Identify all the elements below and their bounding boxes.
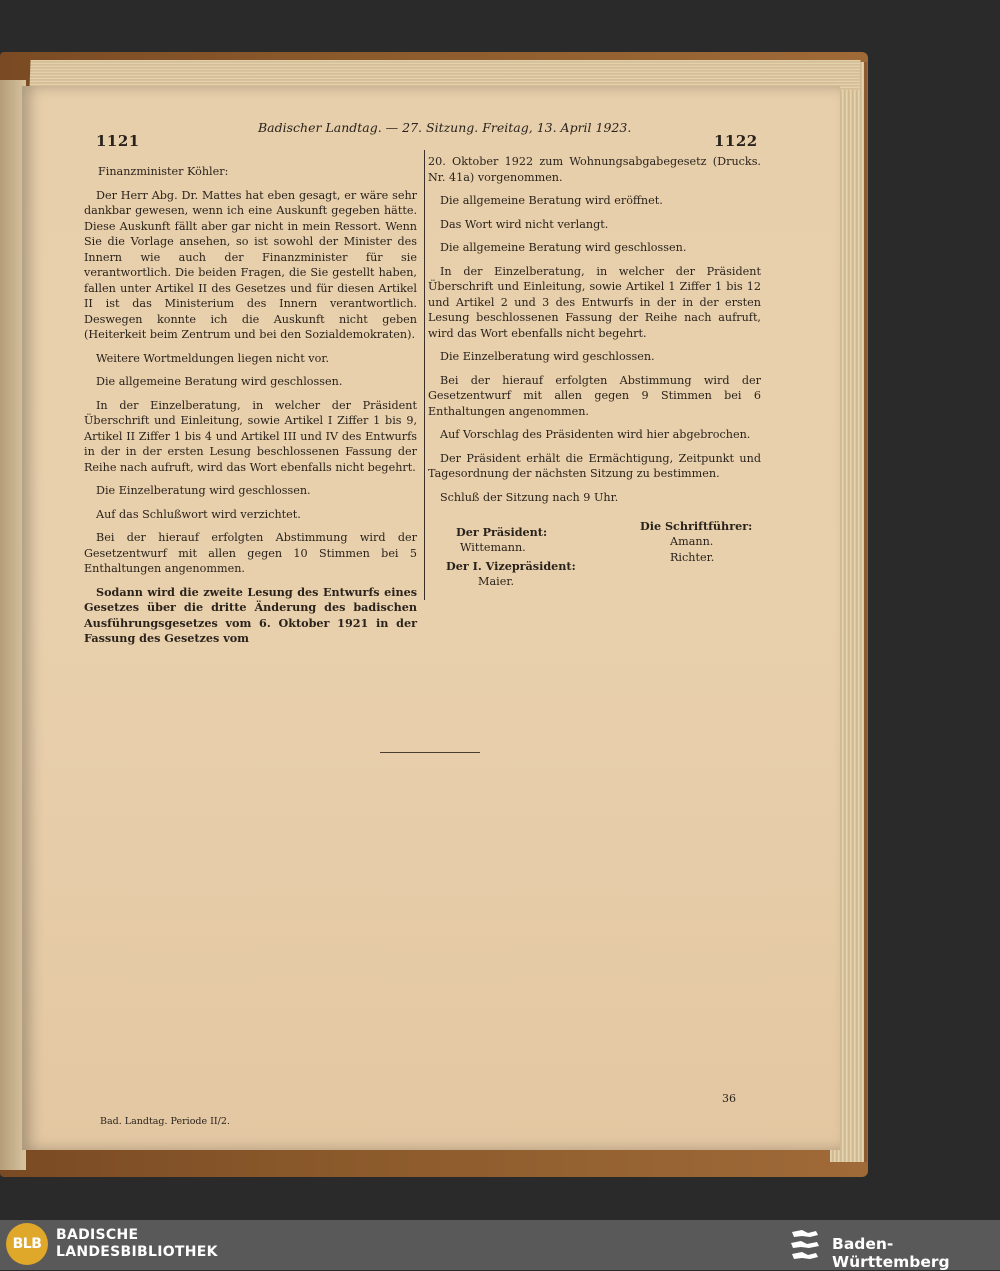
- vice-president-signature: [446, 558, 576, 590]
- blb-name[interactable]: [56, 1227, 218, 1261]
- column-divider: [424, 150, 425, 600]
- paragraph: Die Einzelberatung wird geschlossen.: [440, 350, 655, 363]
- right-column: [428, 154, 761, 513]
- paragraph: 20. Oktober 1922 zum Wohnungsabgabegesetz (Drucks. Nr. 41a) vorgenommen.: [428, 155, 761, 184]
- blb-name-line: BADISCHE: [56, 1227, 139, 1243]
- secretary-name: Richter.: [670, 551, 715, 564]
- paragraph: Das Wort wird nicht verlangt.: [440, 217, 609, 231]
- document-page: [22, 86, 840, 1150]
- secretaries-label: Die Schriftführer:: [640, 519, 753, 533]
- speaker-heading: Finanzminister Köhler:: [98, 165, 229, 178]
- paragraph: Der Herr Abg. Dr. Mattes hat eben gesagt, er wäre sehr dankbar gewesen, wenn ich eine Auskunft gegeben hätte. Diese Auskunft fällt aber gar nicht in mein Ressort. Wenn Sie die Vorlage ansehen, so ist sowohl der Minister des Innern wie auch der Finanzminister für sie verantwortlich. Die beiden Fragen, die Sie gestellt haben, fallen unter Artikel II des Gesetzes und für diesen Artikel II ist das Ministerium des Innern verantwortlich. Deswegen konnte ich die Auskunft nicht geben (Heiterkeit beim Zentrum und bei den Sozialdemokraten).: [84, 188, 417, 341]
- paragraph: Bei der hierauf erfolgten Abstimmung wird der Gesetzentwurf mit allen gegen 9 Stimmen bei 6 Enthaltungen angenommen.: [428, 373, 761, 418]
- paragraph: Die allgemeine Beratung wird geschlossen.: [440, 241, 687, 254]
- bw-name[interactable]: Baden-Württemberg: [832, 1235, 950, 1271]
- baden-wuerttemberg-lions-icon: [788, 1226, 822, 1264]
- paragraph: Die allgemeine Beratung wird geschlossen.: [96, 375, 343, 388]
- paragraph: Auf das Schlußwort wird verzichtet.: [96, 507, 301, 521]
- footer-bar: [0, 1220, 1000, 1270]
- running-header: Badischer Landtag. — 27. Sitzung. Freitag, 13. April 1923.: [258, 120, 632, 135]
- vice-president-name: Maier.: [478, 575, 514, 588]
- vice-president-label: Der I. Vizepräsident:: [446, 559, 576, 573]
- paragraph: Auf Vorschlag des Präsidenten wird hier abgebrochen.: [440, 428, 751, 441]
- paragraph: Weitere Wortmeldungen liegen nicht vor.: [96, 351, 330, 365]
- president-name: Wittemann.: [460, 541, 526, 554]
- paragraph: Die Einzelberatung wird geschlossen.: [96, 484, 311, 497]
- paragraph: In der Einzelberatung, in welcher der Präsident Überschrift und Einleitung, sowie Artikel 1 Ziffer 1 bis 12 und Artikel 2 und 3 des Entwurfs in der in der ersten Lesung beschlossenen Fassung der Reihe nach aufruft, wird das Wort ebenfalls nicht begehrt.: [428, 264, 761, 340]
- blb-logo-icon[interactable]: BLB: [6, 1223, 48, 1265]
- blb-name-line: LANDESBIBLIOTHEK: [56, 1244, 218, 1260]
- secretaries-signature: [640, 518, 752, 566]
- left-column: [84, 164, 417, 655]
- paragraph: In der Einzelberatung, in welcher der Präsident Überschrift und Einleitung, sowie Artikel I Ziffer 1 bis 9, Artikel II Ziffer 1 bis 4 und Artikel III und IV des Entwurfs in der in der ersten Lesung beschlossenen Fassung der Reihe nach aufruft, wird das Wort ebenfalls nicht begehrt.: [84, 398, 417, 474]
- right-page-number: 1122: [714, 132, 758, 150]
- end-rule: [380, 752, 480, 753]
- paragraph: Bei der hierauf erfolgten Abstimmung wird der Gesetzentwurf mit allen gegen 10 Stimmen bei 5 Enthaltungen angenommen.: [84, 531, 417, 575]
- paragraph: Sodann wird die zweite Lesung des Entwurfs eines Gesetzes über die dritte Änderung des badischen Ausführungsgesetzes vom 6. Oktober 1921 in der Fassung des Gesetzes vom: [84, 584, 417, 645]
- paragraph: Die allgemeine Beratung wird eröffnet.: [440, 194, 663, 207]
- footer-sheet-number: 36: [722, 1092, 736, 1105]
- president-signature: [456, 524, 547, 556]
- left-page-number: 1121: [96, 132, 140, 150]
- secretary-name: Amann.: [670, 535, 714, 548]
- paragraph: Schluß der Sitzung nach 9 Uhr.: [440, 490, 619, 504]
- footer-signature-line: Bad. Landtag. Periode II/2.: [100, 1116, 230, 1127]
- president-label: Der Präsident:: [456, 525, 548, 539]
- paragraph: Der Präsident erhält die Ermächtigung, Zeitpunkt und Tagesordnung der nächsten Sitzung zu bestimmen.: [428, 451, 761, 480]
